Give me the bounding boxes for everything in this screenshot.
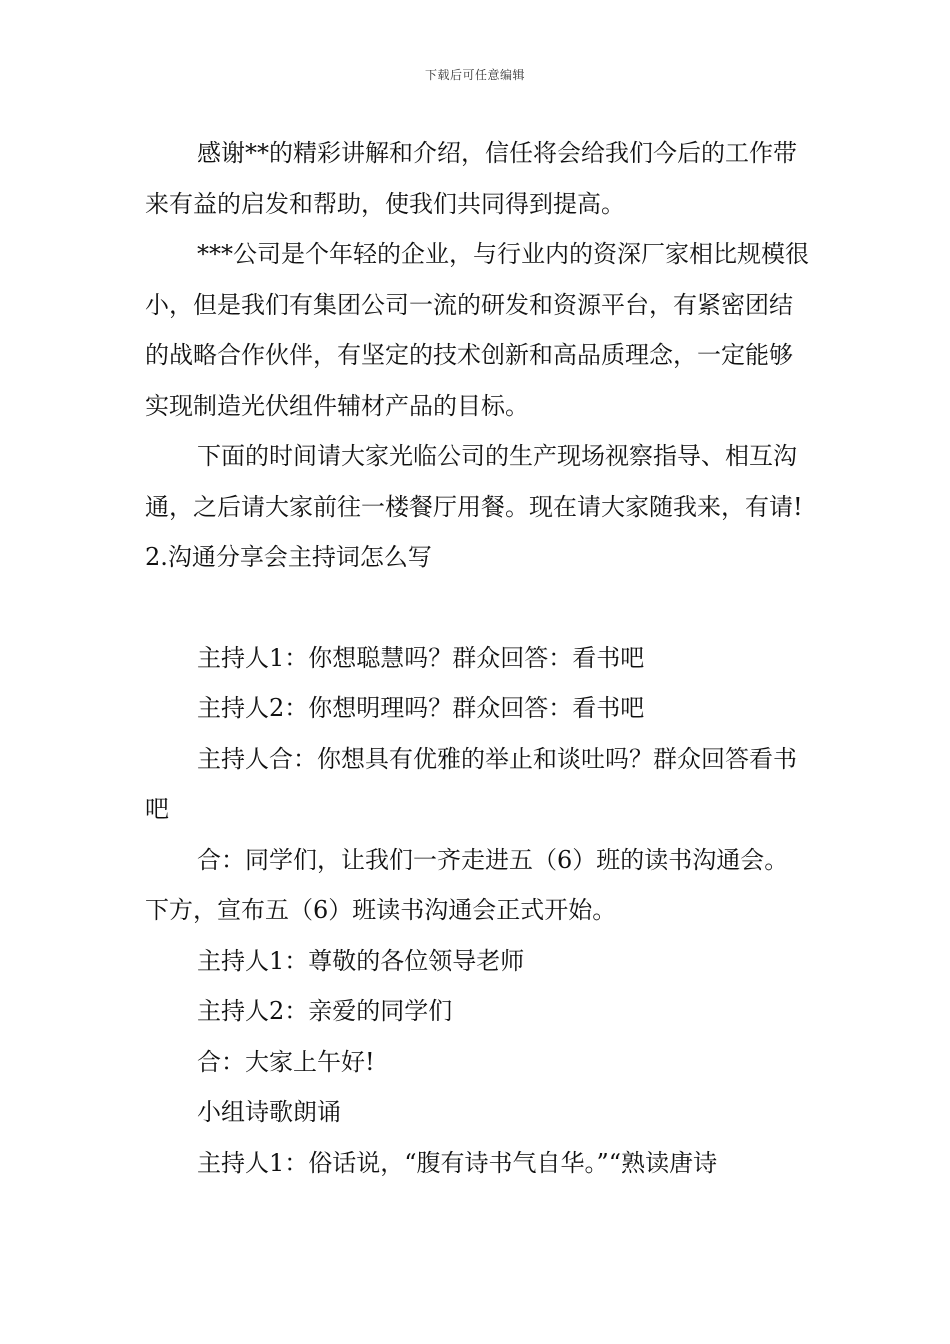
section-heading: 2.沟通分享会主持词怎么写 <box>145 543 432 571</box>
paragraph-opening-announcement: 合：同学们，让我们一齐走进五（6）班的读书沟通会。下方，宣布五（6）班读书沟通会正式开始。 <box>145 845 789 924</box>
paragraph-host2-line1: 主持人2：你想明理吗？群众回答：看书吧 <box>197 694 645 722</box>
page-header-note: 下载后可任意编辑 <box>424 68 525 82</box>
paragraph-together-greeting: 合：大家上午好! <box>197 1047 375 1076</box>
blank-line <box>145 583 810 633</box>
document-body <box>145 128 810 1188</box>
paragraph-hosts-together: 主持人合：你想具有优雅的举止和谈吐吗？群众回答看书吧 <box>145 744 797 823</box>
paragraph-host1-greeting: 主持人1：尊敬的各位领导老师 <box>197 946 525 975</box>
paragraph-poetry-title: 小组诗歌朗诵 <box>197 1098 341 1126</box>
paragraph-thanks: 感谢**的精彩讲解和介绍，信任将会给我们今后的工作带来有益的启发和帮助，使我们共同得到提高。 <box>145 139 797 218</box>
paragraph-host1-line1: 主持人1：你想聪慧吗？群众回答：看书吧 <box>197 643 645 672</box>
paragraph-host1-quote: 主持人1：俗话说，“腹有诗书气自华。”“熟读唐诗 <box>197 1148 718 1177</box>
paragraph-company-intro: ***公司是个年轻的企业，与行业内的资深厂家相比规模很小，但是我们有集团公司一流的研发和资源平台，有紧密团结的战略合作伙伴，有坚定的技术创新和高品质理念，一定能够实现制造光伏组件辅材产品的目标。 <box>145 240 809 420</box>
paragraph-host2-greeting: 主持人2：亲爱的同学们 <box>197 997 453 1025</box>
paragraph-schedule: 下面的时间请大家光临公司的生产现场视察指导、相互沟通，之后请大家前往一楼餐厅用餐。现在请大家随我来，有请! <box>145 442 803 521</box>
